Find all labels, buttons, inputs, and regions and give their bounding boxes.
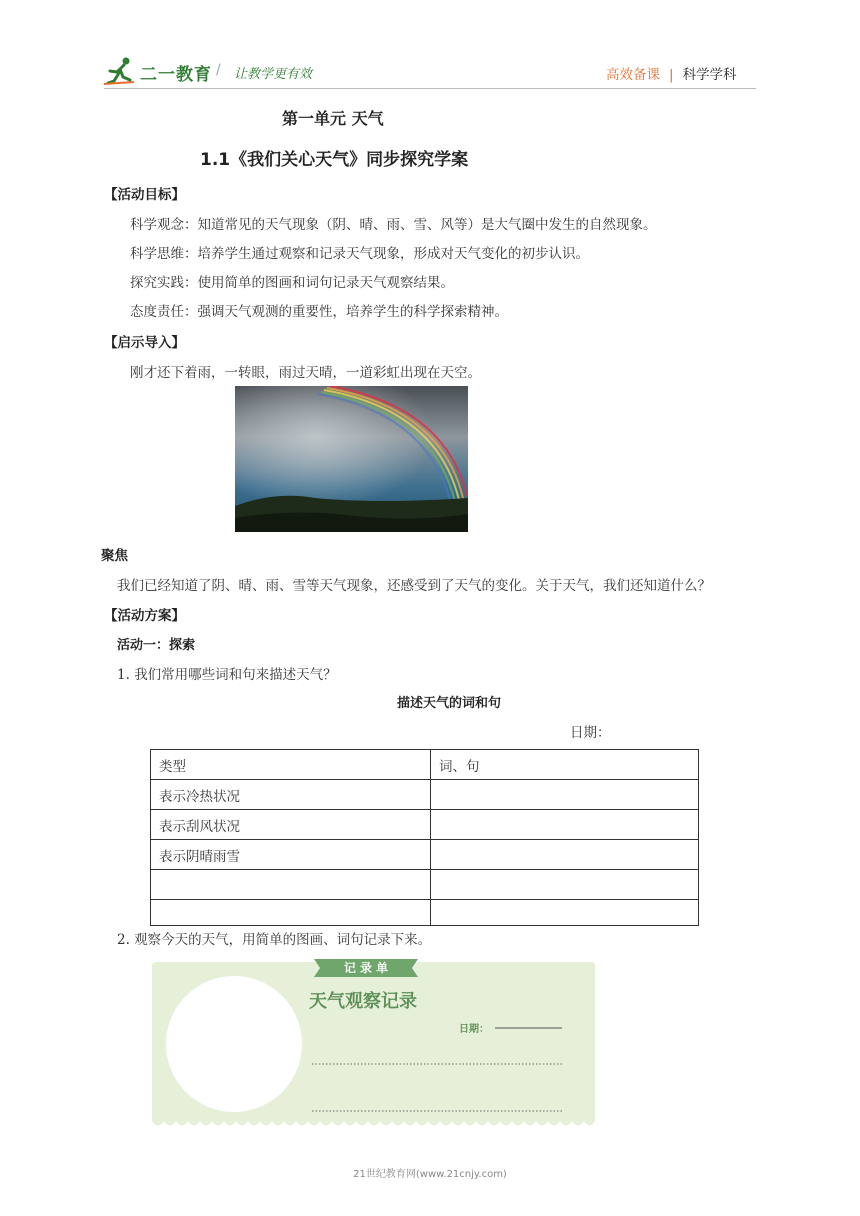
plan-heading: 【活动方案】 xyxy=(104,608,185,624)
table-row xyxy=(151,870,699,900)
unit-title: 第一单元 天气 xyxy=(282,109,384,128)
table-cell: 表示刮风状况 xyxy=(151,810,431,840)
goal-item: 探究实践：使用简单的图画和词句记录天气观察结果。 xyxy=(130,275,454,291)
question-one: 1. 我们常用哪些词和句来描述天气？ xyxy=(117,667,337,683)
table-header-cell: 类型 xyxy=(151,750,431,780)
table-cell: 表示冷热状况 xyxy=(151,780,431,810)
goal-item: 科学思维：培养学生通过观察和记录天气现象，形成对天气变化的初步认识。 xyxy=(130,246,589,262)
rainbow-photo xyxy=(235,386,468,532)
document-title: 1.1《我们关心天气》同步探究学案 xyxy=(200,150,469,170)
goals-heading: 【活动目标】 xyxy=(104,187,185,203)
runner-logo-icon xyxy=(104,56,138,86)
record-card-title: 天气观察记录 xyxy=(309,991,417,1012)
intro-heading: 【启示导入】 xyxy=(104,335,185,351)
table-cell-blank xyxy=(431,780,699,810)
brand-name: 二一教育 xyxy=(140,65,212,85)
activity-one-label: 活动一：探索 xyxy=(117,638,196,653)
goal-item: 科学观念：知道常见的天气现象（阴、晴、雨、雪、风等）是大气圈中发生的自然现象。 xyxy=(130,217,657,233)
header-label-prep: 高效备课 xyxy=(606,67,660,83)
table-cell-blank xyxy=(431,840,699,870)
table-cell-blank xyxy=(431,900,699,926)
weather-words-table xyxy=(150,749,699,926)
table-row xyxy=(151,840,699,870)
header-separator: | xyxy=(669,67,674,83)
brand-slogan: 让教学更有效 xyxy=(234,67,313,82)
table-row xyxy=(151,900,699,926)
weather-record-card xyxy=(152,959,595,1130)
table-header-row xyxy=(151,750,699,780)
page-footer: 21世纪教育网(www.21cnjy.com) xyxy=(353,1169,507,1180)
header-subject xyxy=(606,63,737,83)
table-cell-blank xyxy=(151,870,431,900)
table-cell: 表示阴晴雨雪 xyxy=(151,840,431,870)
header-rule xyxy=(104,88,756,89)
table-caption: 描述天气的词和句 xyxy=(396,696,501,711)
table-cell-blank xyxy=(431,870,699,900)
record-card-date-label: 日期： xyxy=(459,1024,489,1035)
table-cell-blank xyxy=(151,900,431,926)
header-divider: / xyxy=(216,62,221,78)
table-header-cell: 词、句 xyxy=(431,750,699,780)
table-row xyxy=(151,810,699,840)
record-card-tab: 记 录 单 xyxy=(343,961,389,975)
table-date-label: 日期： xyxy=(570,725,611,741)
question-two: 2. 观察今天的天气，用简单的图画、词句记录下来。 xyxy=(117,932,432,948)
focus-heading: 聚焦 xyxy=(101,548,128,564)
focus-text: 我们已经知道了阴、晴、雨、雪等天气现象，还感受到了天气的变化。关于天气，我们还知道什么？ xyxy=(117,578,711,594)
header-label-subject: 科学学科 xyxy=(682,67,737,83)
goal-item: 态度责任：强调天气观测的重要性，培养学生的科学探索精神。 xyxy=(130,304,508,320)
table-cell-blank xyxy=(431,810,699,840)
table-row xyxy=(151,780,699,810)
intro-text: 刚才还下着雨，一转眼，雨过天晴，一道彩虹出现在天空。 xyxy=(130,365,481,381)
